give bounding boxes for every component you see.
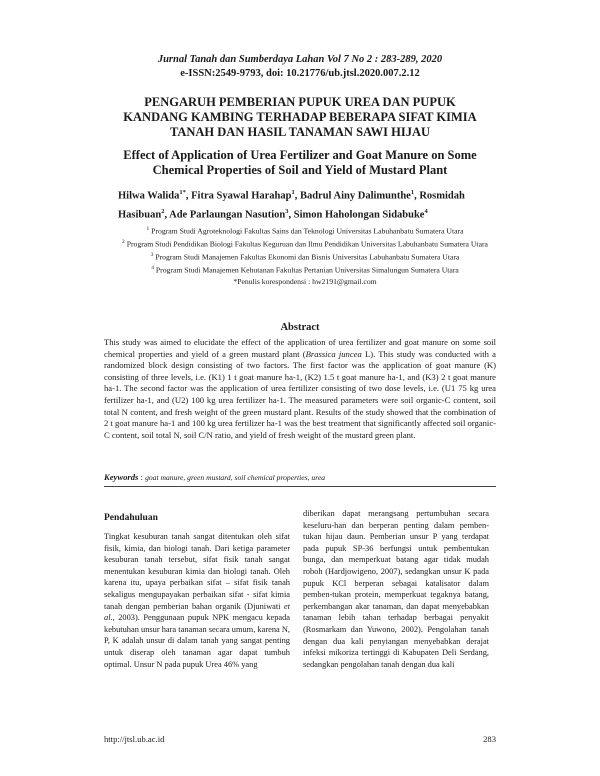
author-affil-mark: 1* xyxy=(179,189,186,196)
title-indonesian: PENGARUH PEMBERIAN PUPUK UREA DAN PUPUK KANDANG KAMBING TERHADAP BEBERAPA SIFAT KIMIA TANAH DAN HASIL TANAMAN SAWI HIJAU xyxy=(123,95,477,139)
affiliation-list xyxy=(120,224,490,288)
author-name: Ade Parlaungan Nasution xyxy=(169,209,286,220)
affiliation-item: $^4$ Program Studi Manajemen Kehutanan Fakultas Pertanian Universitas Simalungun Sumatera Utara xyxy=(151,265,459,275)
author-name: Simon Haholongan Sidabuke xyxy=(293,209,425,220)
keywords: Keywords : goat manure, green mustard, soil chemical properties, urea xyxy=(104,472,326,482)
page-number: 283 xyxy=(483,734,496,744)
corresponding-author-email[interactable]: *Penulis korespondensi : hw2191@gmail.com xyxy=(233,277,377,287)
title-english: Effect of Application of Urea Fertilizer and Goat Manure on Some Chemical Properties of Soil and Yield of Mustard Plant xyxy=(123,148,477,177)
species-name: Brassica juncea xyxy=(305,348,362,359)
body-column-left xyxy=(104,531,290,670)
author-name: Rosmidah Hasibuan xyxy=(118,190,465,220)
journal-issn-doi: e-ISSN:2549-9793, doi: 10.21776/ub.jtsl.2020.007.2.12 xyxy=(180,68,420,79)
author-affil-mark: 1 xyxy=(291,189,295,196)
author-affil-mark: 4 xyxy=(424,207,428,215)
author-name: Fitra Syawal Harahap xyxy=(191,190,292,202)
author-affil-mark: 3 xyxy=(285,207,289,215)
affiliation-item: $^2$ Program Studi Pendidikan Biologi Fakultas Keguruan dan Ilmu Pendidikan Universitas Labuhanbatu Sumatera Utara xyxy=(122,239,488,249)
abstract-body: This study was aimed to elucidate the effect of the application of urea fertilizer and goat manure on some soil chemical properties and yield of a green mustard plant (Brassica juncea L). This study was conducted with a randomized block design consisting of two factors. The first factor was the application of goat manure (K) consisting of three levels, i.e. (K1) 1 t goat manure ha-1, (K2) 1.5 t goat manure ha-1, and (K3) 2 t goat manure ha-1. The second factor was the application of urea fertilizer consisting of two dose levels, i.e. (U1 75 kg urea fertilizer ha-1, and (U2) 100 kg urea fertilizer ha-1. The measured parameters were soil organic-C content, soil total N content, and fresh weight of the green mustard plant. Results of the study showed that the combination of 2 t goat manure ha-1 and 100 kg urea fertilizer ha-1 was the best treatment that significantly affected soil organic-C content, soil total N, soil C/N ratio, and yield of fresh weight of the mustard green plant. xyxy=(104,337,496,440)
affiliation-item: $^3$ Program Studi Manajemen Fakultas Ekonomi dan Bisnis Universitas Labuhanbatu Sumatera Utara xyxy=(150,252,460,262)
author-affil-mark: 2 xyxy=(161,207,165,215)
author-affil-mark: 1 xyxy=(410,189,415,196)
abstract-heading: Abstract xyxy=(280,322,320,333)
section-heading: Pendahuluan xyxy=(104,513,158,523)
paragraph: diberikan dapat merangsang pertumbuhan secara keseluru-han dan berperan penting dalam pemben-tukan hijau daun. Pemberian unsur P yang terdapat pada pupuk SP-36 berfungsi untuk pembentukan bunga, dan memperkuat batang agar tidak mudah roboh (Hardjowigeno, 2007), sedangkan unsur K pada pupuk KCl berperan sebagai katalisator dalam pemben-tukan protein, memperkuat tegaknya batang, perkembangan akar tanaman, dan dapat menyebabkan tanaman lebih tahan terhadap berbagai penyakit (Rosmarkam dan Yuwono, 2002). Pengolahan tanah dengan dua kali penyiangan menyebabkan derajat infeksi mikoriza tertinggi di Kabupaten Deli Serdang, sedangkan pengolahan tanah dengan dua kali xyxy=(303,509,489,669)
divider xyxy=(104,486,496,487)
keywords-text: goat manure, green mustard, soil chemical properties, urea xyxy=(145,473,326,482)
author-name: Badrul Ainy Dalimunthe xyxy=(299,190,411,202)
affiliation-item: $^1$ Program Studi Agroteknologi Fakultas Sains dan Teknologi Universitas Labuhanbatu Sumatera Utara xyxy=(146,226,464,236)
author-name: Hilwa Walida xyxy=(118,190,180,202)
body-column-right xyxy=(303,508,489,670)
paragraph: Tingkat kesuburan tanah sangat ditentukan oleh sifat fisik, kimia, dan biologi tanah. Dari ketiga parameter kesuburan tanah tersebut, sifat fisik tanah sangat menentukan kesuburan kimia dan biologi tanah. Oleh karena itu, upaya perbaikan sifat – sifat fisik tanah sekaligus mengupayakan perbaikan sifat - sifat kimia tanah dengan pemberian bahan organik (Djuniwati et al., 2003). Penggunaan pupuk NPK mengacu kepada kebutuhan unsur hara tanaman secara umum, karena N, P, K adalah unsur di dalam tanah yang sangat penting untuk diserap oleh tanaman agar dapat tumbuh optimal. Unsur N pada pupuk Urea 46% yang xyxy=(104,532,290,669)
journal-url-link[interactable]: http://jtsl.ub.ac.id xyxy=(104,734,165,744)
keywords-label: Keywords xyxy=(104,472,139,482)
journal-citation: Jurnal Tanah dan Sumberdaya Lahan Vol 7 No 2 : 283-289, 2020 xyxy=(157,54,443,65)
author-list: Hilwa Walida$^{1*}$, Fitra Syawal Harahap$^1$, Badrul Ainy Dalimunthe$^1$, Rosmidah Hasibuan$^2$, Ade Parlaungan Nasution$^3$, Simon Haholongan Sidabuke$^4$ xyxy=(118,189,465,220)
